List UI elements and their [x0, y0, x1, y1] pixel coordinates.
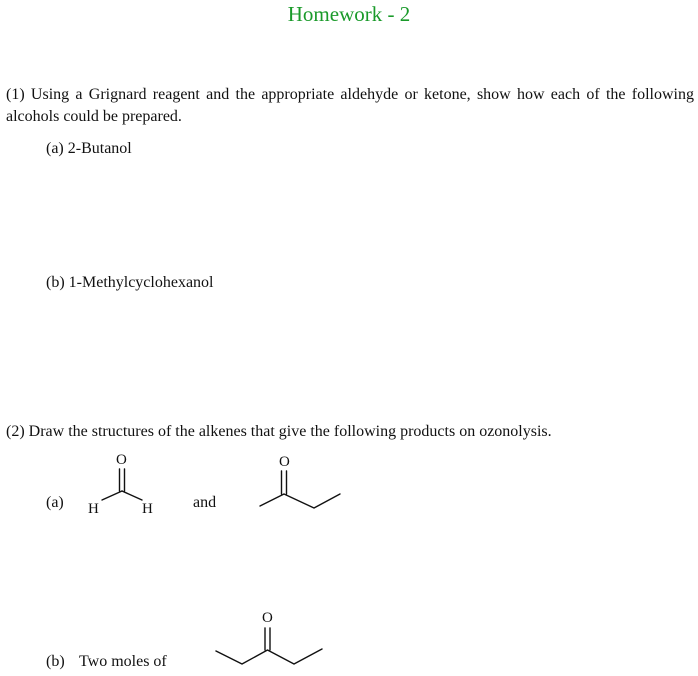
carbon-chain	[216, 649, 322, 664]
question-2b-text: Two moles of	[79, 653, 167, 670]
question-2a-and: and	[193, 494, 217, 511]
bond-right	[122, 491, 142, 500]
question-1-text: (1) Using a Grignard reagent and the appropriate aldehyde or ketone, show how each of the following alcohols could be prepared.	[6, 86, 694, 125]
question-2b-label: (b)	[46, 653, 65, 670]
question-1b: (b) 1-Methylcyclohexanol	[46, 274, 214, 291]
atom-oxygen: O	[279, 454, 290, 470]
page-title: Homework - 2	[287, 2, 411, 26]
formaldehyde-structure	[80, 448, 170, 520]
question-1a: (a) 2-Butanol	[46, 140, 132, 157]
carbon-chain	[260, 494, 340, 508]
question-2a-label: (a)	[46, 494, 64, 511]
butanone-structure	[250, 450, 350, 520]
question-2-text: (2) Draw the structures of the alkenes that give the following products on ozonolysis.	[6, 423, 552, 440]
bond-left	[102, 491, 122, 500]
atom-hydrogen-right: H	[142, 501, 153, 517]
atom-oxygen: O	[116, 452, 127, 468]
pentanone-structure	[212, 606, 332, 676]
atom-oxygen: O	[262, 610, 273, 626]
atom-hydrogen-left: H	[88, 501, 99, 517]
